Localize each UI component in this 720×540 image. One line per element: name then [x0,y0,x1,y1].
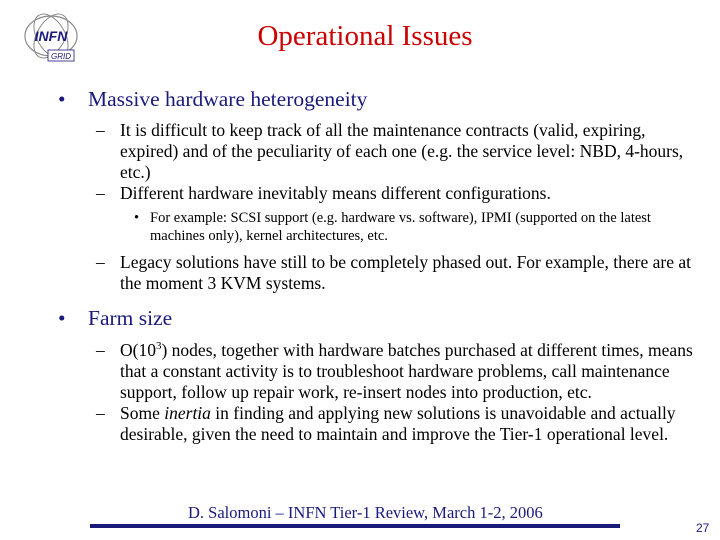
bullet-farm-size [58,305,698,331]
sub-different-configurations [58,183,698,204]
sub-text: Different hardware inevitably means different configurations. [120,183,551,203]
bullet-glyph: • [58,87,66,111]
sub-text-post: in finding and applying new solutions is unavoidable and actually desirable, given the need to maintain and improve the Tier-1 operational level. [120,403,676,444]
bullet-massive-hardware [58,86,698,112]
logo-subtext: GRID [51,52,71,61]
bullet-glyph: • [58,306,66,330]
sub-text-pre: O(10 [120,340,156,360]
dash-glyph: – [96,403,105,423]
dash-glyph: – [96,340,105,360]
page-number: 27 [696,521,710,535]
sub-inertia [58,403,698,445]
subsub-text: For example: SCSI support (e.g. hardware vs. software), IPMI (supported on the latest machines only), kernel architectures, etc. [150,210,651,244]
sub-text: Legacy solutions have still to be completely phased out. For example, there are at the moment 3 KVM systems. [120,252,692,293]
footer-rule [90,524,620,528]
logo-text: INFN [34,28,68,44]
bullet-text: Farm size [88,306,173,330]
superscript: 3 [155,340,162,353]
sub-text-pre: Some [120,403,165,423]
sub-legacy-solutions [58,252,698,294]
slide-footer: D. Salomoni – INFN Tier-1 Review, March 1-2, 2006 [188,503,543,522]
sub-nodes-troubleshoot [58,340,698,403]
dash-glyph: – [96,183,105,203]
slide-title: Operational Issues [257,20,473,52]
dash-glyph: – [96,120,105,140]
bullet-text: Massive hardware heterogeneity [88,87,368,111]
subsub-example [58,209,698,245]
emphasis-inertia: inertia [164,403,211,423]
slide-body [58,86,698,445]
bullet-glyph: • [134,210,140,226]
sub-text-post: ) nodes, together with hardware batches purchased at different times, means that a constant activity is to troubleshoot hardware problems, call maintenance support, follow up repair work, re-insert nodes into production, etc. [120,340,693,402]
sub-maintenance-contracts [58,120,698,183]
sub-text: It is difficult to keep track of all the maintenance contracts (valid, expiring, expired) and of the peculiarity of each one (e.g. the service level: NBD, 4-hours, etc.) [120,120,684,182]
dash-glyph: – [96,252,105,272]
